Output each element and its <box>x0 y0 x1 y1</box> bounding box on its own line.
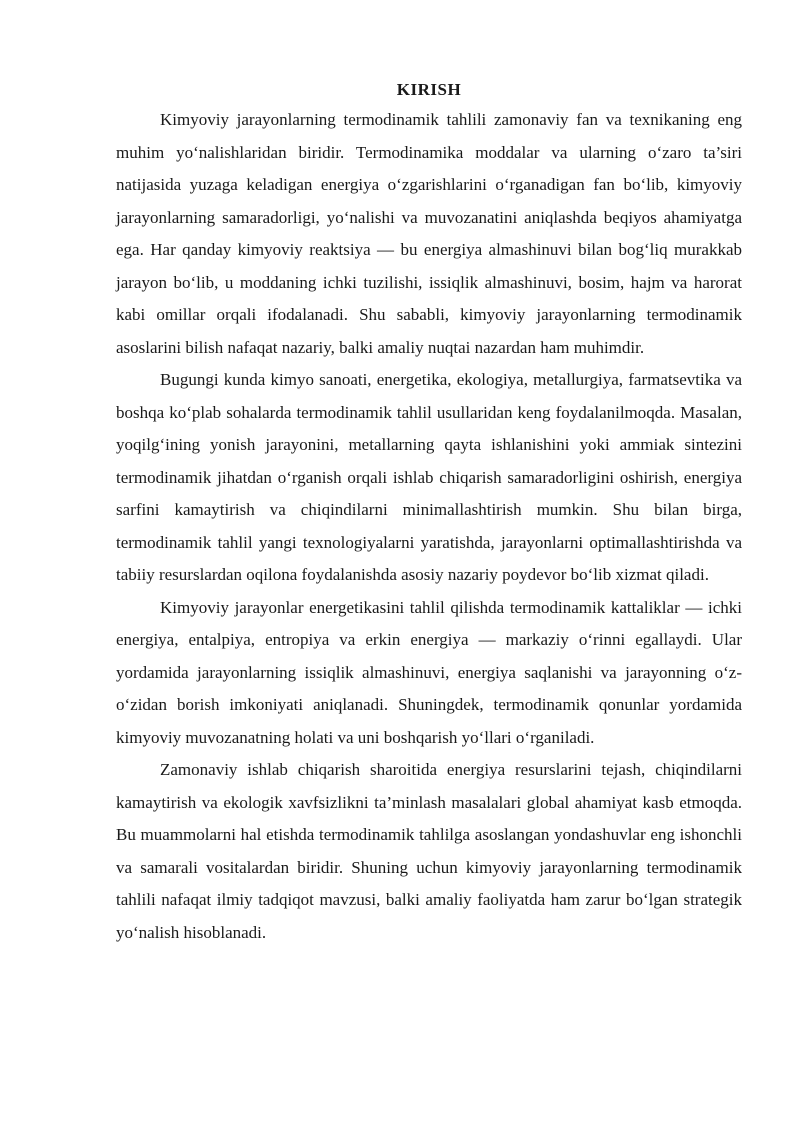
paragraph-1: Kimyoviy jarayonlarning termodinamik tahlili zamonaviy fan va texnikaning eng muhim yo‘nalishlaridan biridir. Termodinamika moddalar va ularning o‘zaro ta’siri natijasida yuzaga keladigan energiya o‘zgarishlarini o‘rganadigan fan bo‘lib, kimyoviy jarayonlarning samaradorligi, yo‘nalishi va muvozanatini aniqlashda beqiyos ahamiyatga ega. Har qanday kimyoviy reaktsiya — bu energiya almashinuvi bilan bog‘liq murakkab jarayon bo‘lib, u moddaning ichki tuzilishi, issiqlik almashinuvi, bosim, hajm va harorat kabi omillar orqali ifodalanadi. Shu sababli, kimyoviy jarayonlarning termodinamik asoslarini bilish nafaqat nazariy, balki amaliy nuqtai nazardan ham muhimdir. <box>116 110 742 357</box>
paragraph-2: Bugungi kunda kimyo sanoati, energetika, ekologiya, metallurgiya, farmatsevtika va boshqa ko‘plab sohalarda termodinamik tahlil usullaridan keng foydalanilmoqda. Masalan, yoqilg‘ining yonish jarayonini, metallarning qayta ishlanishini yoki ammiak sintezini termodinamik jihatdan o‘rganish orqali ishlab chiqarish samaradorligini oshirish, energiya sarfini kamaytirish va chiqindilarni minimallashtirish mumkin. Shu bilan birga, termodinamik tahlil yangi texnologiyalarni yaratishda, jarayonlarni optimallashtirishda va tabiiy resurslardan oqilona foydalanishda asosiy nazariy poydevor bo‘lib xizmat qiladi. <box>116 370 742 584</box>
paragraph-3: Kimyoviy jarayonlar energetikasini tahlil qilishda termodinamik kattaliklar — ichki energiya, entalpiya, entropiya va erkin energiya — markaziy o‘rinni egallaydi. Ular yordamida jarayonlarning issiqlik almashinuvi, energiya saqlanishi va jarayonning o‘z-o‘zidan borish imkoniyati aniqlanadi. Shuningdek, termodinamik qonunlar yordamida kimyoviy muvozanatning holati va uni boshqarish yo‘llari o‘rganiladi. <box>116 597 742 747</box>
paragraph-4: Zamonaviy ishlab chiqarish sharoitida energiya resurslarini tejash, chiqindilarni kamaytirish va ekologik xavfsizlikni ta’minlash masalalari global ahamiyat kasb etmoqda. Bu muammolarni hal etishda termodinamik tahlilga asoslangan yondashuvlar eng ishonchli va samarali vositalardan biridir. Shuning uchun kimyoviy jarayonlarning termodinamik tahlili nafaqat ilmiy tadqiqot mavzusi, balki amaliy faoliyatda ham zarur bo‘lgan strategik yo‘nalish hisoblanadi. <box>116 760 742 942</box>
document-body <box>116 78 742 949</box>
page-title: KIRISH <box>396 80 462 99</box>
